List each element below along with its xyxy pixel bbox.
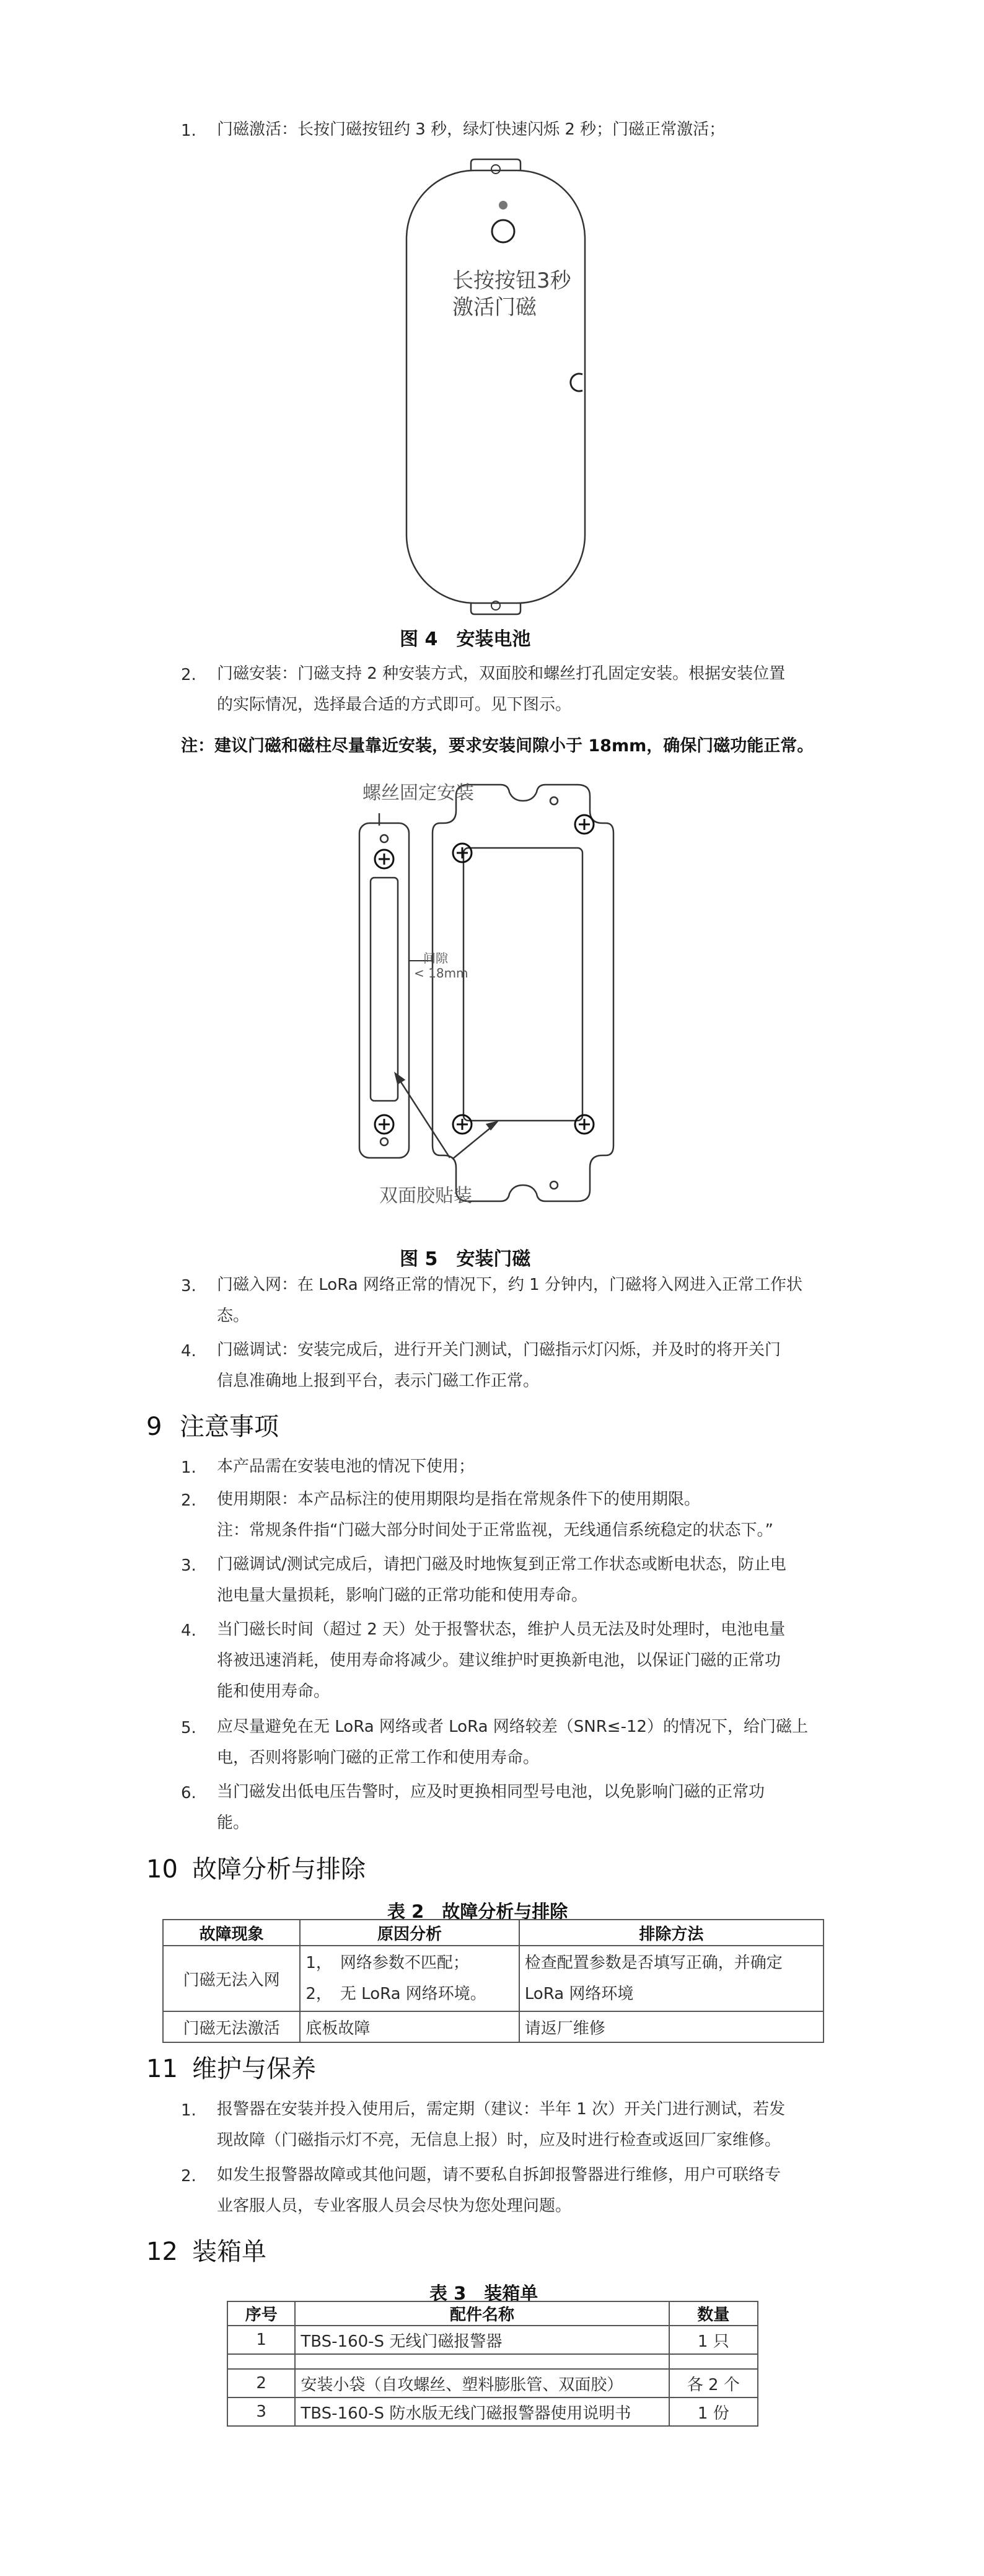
- step-4-number: 4.: [181, 1342, 196, 1361]
- section-9-number: 9: [146, 1413, 162, 1441]
- section-10-number: 10: [146, 1855, 178, 1884]
- sec9-item-line: 将被迅速消耗，使用寿命将减少。建议维护时更换新电池，以保证门磁的正常功: [217, 1651, 781, 1670]
- sec11-item-line: 现故障（门磁指示灯不亮，无信息上报）时，应及时进行检查或返回厂家维修。: [217, 2131, 781, 2150]
- sec11-item-number: 2.: [181, 2167, 196, 2186]
- table-header-cell: 原因分析: [300, 1920, 519, 1946]
- table-header-cell: 数量: [669, 2301, 758, 2326]
- table-cell-qty: 各 2 个: [669, 2369, 758, 2397]
- table-cell-no: 3: [227, 2397, 295, 2426]
- sec11-item-line: 报警器在安装并投入使用后，需定期（建议：半年 1 次）开关门进行测试，若发: [217, 2100, 786, 2119]
- table-header-cell: 配件名称: [295, 2301, 669, 2326]
- sec9-item-line: 门磁调试/测试完成后，请把门磁及时地恢复到正常工作状态或断电状态，防止电: [217, 1555, 786, 1574]
- table-header-cell: 排除方法: [519, 1920, 824, 1946]
- install-note: 注：建议门磁和磁柱尽量靠近安装，要求安装间隙小于 18mm，确保门磁功能正常。: [181, 736, 814, 756]
- step-2-line2: 的实际情况，选择最合适的方式即可。见下图示。: [217, 695, 572, 714]
- sec11-item-line: 业客服人员，专业客服人员会尽快为您处理问题。: [217, 2197, 572, 2215]
- step-1-number: 1.: [181, 121, 196, 140]
- sec9-item-line: 注：常规条件指“门磁大部分时间处于正常监视，无线通信系统稳定的状态下。”: [217, 1521, 773, 1540]
- table-header-cell: 序号: [227, 2301, 295, 2326]
- door-sensor-install-figure: [347, 774, 669, 1226]
- door-sensor-battery-figure: [397, 158, 595, 617]
- step-3-line2: 态。: [217, 1307, 250, 1325]
- table-cell-name: TBS-160-S 防水版无线门磁报警器使用说明书: [295, 2397, 669, 2426]
- section-11-title: 维护与保养: [192, 2055, 316, 2083]
- cause-line: 2， 无 LoRa 网络环境。: [305, 1985, 486, 2003]
- table-row: [163, 1946, 824, 2011]
- sec9-item-number: 6.: [181, 1784, 196, 1802]
- table-row: [163, 2011, 824, 2042]
- table-cell-fix: [519, 1946, 824, 2011]
- step-3-line1: 门磁入网：在 LoRa 网络正常的情况下，约 1 分钟内，门磁将入网进入正常工作状: [217, 1276, 802, 1294]
- table-2-title: 表 2 故障分析与排除: [387, 1901, 568, 1922]
- table-cell-fix: 请返厂维修: [519, 2011, 824, 2042]
- table-cell-name: TBS-160-S 无线门磁报警器: [295, 2326, 669, 2354]
- sensor-body-mount: [433, 785, 613, 1201]
- sec9-item-number: 1.: [181, 1458, 196, 1477]
- table-cell-no: 2: [227, 2369, 295, 2397]
- fig5-caption: 图 5 安装门磁: [400, 1248, 531, 1270]
- arrow-icon: [379, 813, 497, 1159]
- section-9-title: 注意事项: [180, 1413, 279, 1441]
- sensor-body: [406, 159, 585, 614]
- section-12-title: 装箱单: [192, 2238, 266, 2266]
- fig5-gap-label-line1: 间隙: [423, 951, 448, 966]
- sec9-item-line: 使用期限：本产品标注的使用期限均是指在常规条件下的使用期限。: [217, 1490, 701, 1509]
- sec11-item-number: 1.: [181, 2101, 196, 2120]
- fig4-label-line2: 激活门磁: [452, 295, 537, 320]
- table-header-cell: 故障现象: [163, 1920, 300, 1946]
- fig4-label-line1: 长按按钮3秒: [452, 268, 571, 293]
- step-2-number: 2.: [181, 666, 196, 684]
- fig5-gap-label-line2: < 18mm: [414, 966, 468, 981]
- sec9-item-line: 当门磁长时间（超过 2 天）处于报警状态，维护人员无法及时处理时，电池电量: [217, 1620, 786, 1639]
- top-hole-icon: [491, 165, 500, 174]
- table-cell-qty: 1 份: [669, 2397, 758, 2426]
- power-button-icon: [492, 220, 514, 242]
- indicator-led-icon: [499, 201, 507, 210]
- sec9-item-line: 电，否则将影响门磁的正常工作和使用寿命。: [217, 1749, 540, 1767]
- table-cell-cause: [300, 1946, 519, 2011]
- section-10-title: 故障分析与排除: [192, 1855, 366, 1884]
- fix-line: LoRa 网络环境: [524, 1985, 634, 2003]
- packing-list-table: [227, 2301, 758, 2427]
- fig4-caption: 图 4 安装电池: [400, 629, 531, 650]
- magnet-mark-icon: [571, 374, 582, 391]
- step-2-line1: 门磁安装：门磁支持 2 种安装方式，双面胶和螺丝打孔固定安装。根据安装位置: [217, 664, 786, 683]
- step-3-number: 3.: [181, 1277, 196, 1295]
- section-12-number: 12: [146, 2238, 178, 2266]
- sec9-item-number: 4.: [181, 1621, 196, 1640]
- table-row: [227, 2397, 758, 2426]
- section-11-number: 11: [146, 2055, 178, 2083]
- sec11-item-line: 如发生报警器故障或其他问题，请不要私自拆卸报警器进行维修，用户可联络专: [217, 2166, 781, 2184]
- sec9-item-number: 2.: [181, 1491, 196, 1510]
- screw-icon: [375, 850, 393, 1134]
- step-4-line2: 信息准确地上报到平台，表示门磁工作正常。: [217, 1372, 540, 1390]
- table-3-title: 表 3 装箱单: [429, 2283, 538, 2304]
- step-4-line1: 门磁调试：安装完成后，进行开关门测试，门磁指示灯闪烁，并及时的将开关门: [217, 1341, 781, 1359]
- sec9-item-line: 当门磁发出低电压告警时，应及时更换相同型号电池，以免影响门磁的正常功: [217, 1783, 765, 1801]
- table-spacer-row: [227, 2354, 758, 2369]
- screw-icon: [453, 815, 594, 1134]
- sec9-item-number: 5.: [181, 1719, 196, 1737]
- fix-line: 检查配置参数是否填写正确，并确定: [524, 1954, 783, 1972]
- table-header-row: [227, 2301, 758, 2326]
- table-header-row: [163, 1920, 824, 1946]
- table-cell-symptom: 门磁无法激活: [163, 2011, 300, 2042]
- sec9-item-line: 本产品需在安装电池的情况下使用；: [217, 1457, 475, 1476]
- fig5-tape-label: 双面胶贴装: [379, 1185, 472, 1207]
- table-cell-qty: 1 只: [669, 2326, 758, 2354]
- sec9-item-line: 能和使用寿命。: [217, 1682, 330, 1701]
- fig5-screw-label: 螺丝固定安装: [362, 782, 474, 804]
- table-cell-name: 安装小袋（自攻螺丝、塑料膨胀管、双面胶）: [295, 2369, 669, 2397]
- step-1-text: 门磁激活：长按门磁按钮约 3 秒，绿灯快速闪烁 2 秒；门磁正常激活；: [217, 120, 726, 139]
- sec9-item-line: 池电量大量损耗，影响门磁的正常功能和使用寿命。: [217, 1586, 588, 1605]
- sec9-item-number: 3.: [181, 1556, 196, 1575]
- table-cell-symptom: 门磁无法入网: [163, 1946, 300, 2011]
- sec9-item-line: 能。: [217, 1814, 250, 1832]
- table-cell-no: 1: [227, 2326, 295, 2354]
- table-row: [227, 2326, 758, 2354]
- table-cell-cause: 底板故障: [300, 2011, 519, 2042]
- cause-line: 1， 网络参数不匹配；: [305, 1954, 469, 1972]
- sec9-item-line: 应尽量避免在无 LoRa 网络或者 LoRa 网络较差（SNR≤-12）的情况下，给门磁上: [217, 1718, 809, 1736]
- table-row: [227, 2369, 758, 2397]
- fault-analysis-table: [162, 1919, 824, 2043]
- magnet-bar: [359, 823, 409, 1158]
